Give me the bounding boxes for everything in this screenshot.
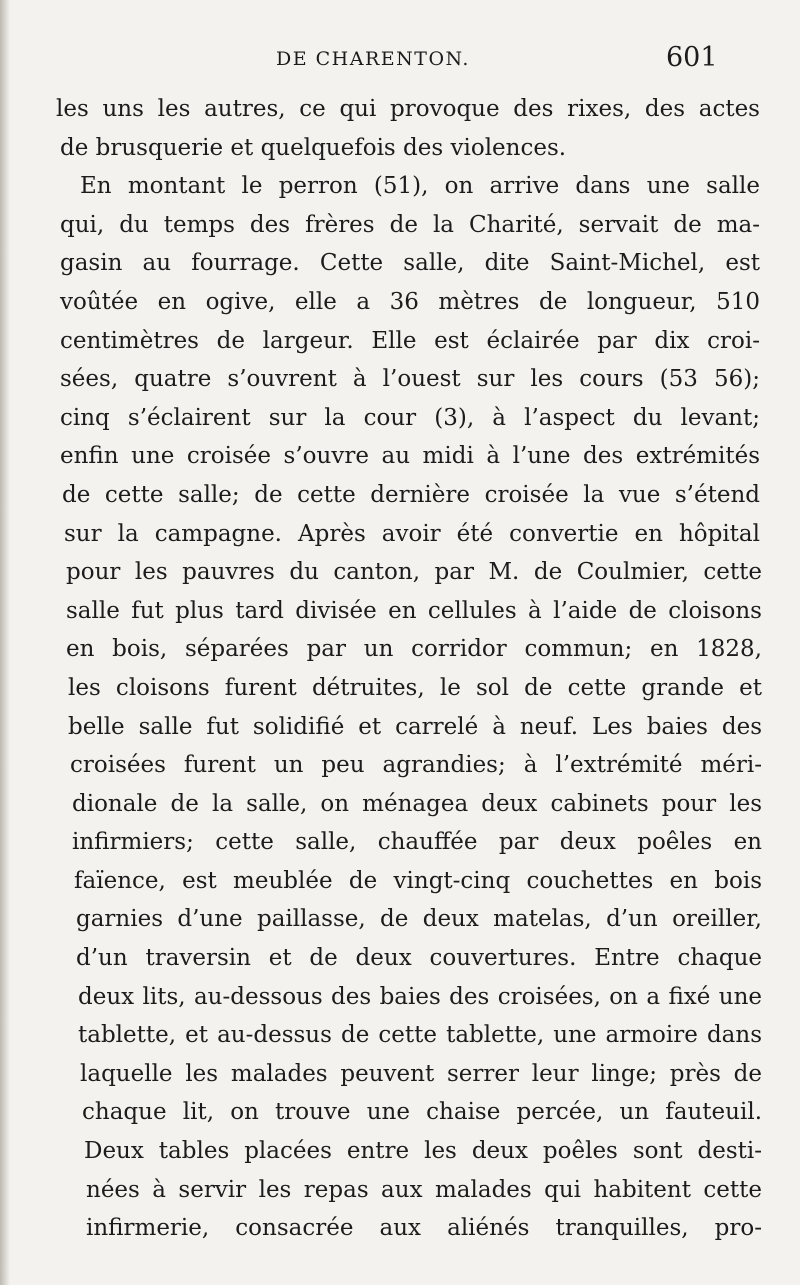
- text-line: gasin au fourrage. Cette salle, dite Saint-Michel, est: [60, 250, 760, 277]
- text-line: belle salle fut solidifié et carrelé à neuf. Les baies des: [68, 713, 762, 740]
- text-line: voûtée en ogive, elle a 36 mètres de longueur, 510: [60, 288, 760, 315]
- text-line: centimètres de largeur. Elle est éclairée par dix croi-: [60, 327, 760, 354]
- text-line: Deux tables placées entre les deux poêles sont desti-: [84, 1138, 762, 1165]
- text-line: cinq s’éclairent sur la cour (3), à l’aspect du levant;: [60, 404, 760, 431]
- text-line: chaque lit, on trouve une chaise percée, un fauteuil.: [82, 1099, 762, 1126]
- text-line: de cette salle; de cette dernière croisée la vue s’étend: [62, 481, 760, 508]
- text-line: les cloisons furent détruites, le sol de cette grande et: [68, 674, 762, 701]
- text-line: sées, quatre s’ouvrent à l’ouest sur les cours (53 56);: [60, 366, 760, 393]
- text-line: croisées furent un peu agrandies; à l’extrémité méri-: [70, 752, 762, 779]
- text-line: nées à servir les repas aux malades qui habitent cette: [86, 1176, 762, 1203]
- text-line: les uns les autres, ce qui provoque des rixes, des actes: [56, 96, 760, 122]
- page-number: 601: [666, 42, 718, 73]
- text-line: deux lits, au-dessous des baies des croisées, on a fixé une: [78, 983, 762, 1010]
- text-line: pour les pauvres du canton, par M. de Coulmier, cette: [66, 559, 762, 586]
- text-line: En montant le perron (51), on arrive dans une salle: [80, 173, 760, 200]
- text-line: d’un traversin et de deux couvertures. Entre chaque: [76, 945, 762, 972]
- running-header: DE CHARENTON.: [276, 48, 470, 70]
- text-line: tablette, et au-dessus de cette tablette, une armoire dans: [78, 1022, 762, 1049]
- body-text: [56, 90, 762, 1248]
- page-gutter-shadow: [0, 0, 10, 1285]
- text-line: enfin une croisée s’ouvre au midi à l’une des extrémités: [60, 443, 760, 470]
- text-line: de brusquerie et quelquefois des violences.: [60, 134, 567, 161]
- text-line: faïence, est meublée de vingt-cinq couchettes en bois: [74, 867, 762, 894]
- text-line: garnies d’une paillasse, de deux matelas, d’un oreiller,: [76, 906, 762, 933]
- text-line: laquelle les malades peuvent serrer leur linge; près de: [80, 1060, 762, 1087]
- text-line: sur la campagne. Après avoir été convertie en hôpital: [64, 520, 760, 547]
- text-line: infirmiers; cette salle, chauffée par deux poêles en: [72, 829, 762, 856]
- text-line: en bois, séparées par un corridor commun; en 1828,: [66, 636, 762, 663]
- text-line: salle fut plus tard divisée en cellules à l’aide de cloisons: [66, 597, 762, 624]
- text-line: infirmerie, consacrée aux aliénés tranquilles, pro-: [86, 1215, 762, 1242]
- text-line: qui, du temps des frères de la Charité, servait de ma-: [60, 211, 760, 238]
- text-line: dionale de la salle, on ménagea deux cabinets pour les: [72, 790, 762, 817]
